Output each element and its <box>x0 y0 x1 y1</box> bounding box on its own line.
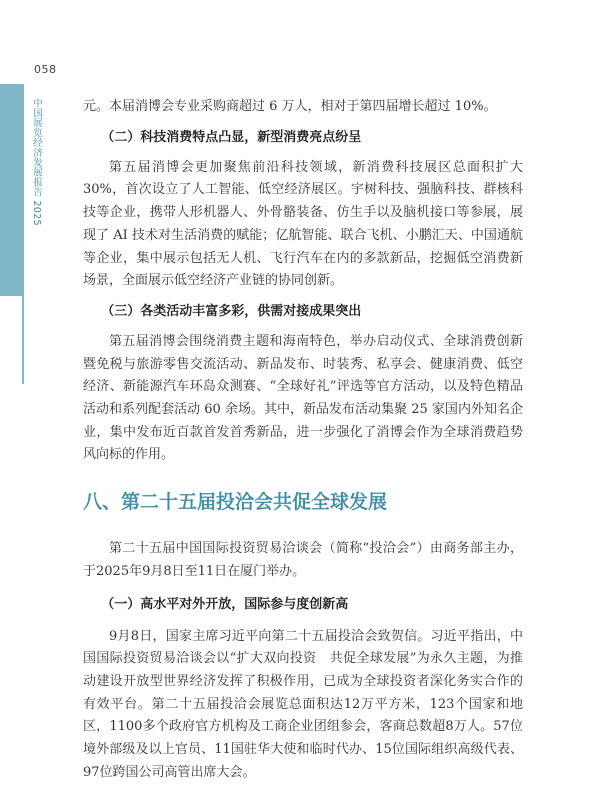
page-content <box>83 96 523 784</box>
running-title: 中国展览经济发展报告 2025 <box>31 98 42 226</box>
side-margin-line <box>22 84 24 384</box>
chapter-8-sub-1-heading: （一）高水平对外开放，国际参与度创新高 <box>101 596 349 612</box>
section-2-body: 第五届消博会更加聚焦前沿科技领域，新消费科技展区总面积扩大 30%，首次设立了人工智能、低空经济展区。宇树科技、强脑科技、群核科技等企业，携带人形机器人、外骨骼装备、仿生手以及脑机接口等参展，展现了 AI 技术对生活消费的赋能；亿航智能、联合飞机、小鹏汇天、中国通航等企业，集中展示包括无人机、飞行汽车在内的多款新品，挖掘低空消费新场景，全面展示低空经济产业链的协同创新。 <box>83 159 523 289</box>
side-tab-decoration <box>0 84 22 296</box>
chapter-8-sub-1-body: 9月8日，国家主席习近平向第二十五届投洽会致贺信。习近平指出，中国国际投资贸易洽谈会以“扩大双向投资 共促全球发展”为永久主题，为推动建设开放型世界经济发挥了积极作用，已成为全球投资者深化务实合作的有效平台。第二十五届投洽会展览总面积达12万平方米，123个国家和地区，1100多个政府官方机构及工商企业团组参会，客商总数超8万人。57位境外部级及以上官员、11国驻华大使和临时代办、15位国际组织高级代表、97位跨国公司高管出席大会。 <box>83 628 523 780</box>
section-3-body: 第五届消博会围绕消费主题和海南特色，举办启动仪式、全球消费创新暨免税与旅游零售交流活动、新品发布、时装秀、私享会、健康消费、低空经济、新能源汽车环岛众测赛、“全球好礼”评选等官方活动，以及特色精品活动和系列配套活动 60 余场。其中，新品发布活动集聚 25 家国内外知名企业，集中发布近百款首发首秀新品，进一步强化了消博会作为全球消费趋势风向标的作用。 <box>83 333 523 463</box>
section-3-heading: （三）各类活动丰富多彩，供需对接成果突出 <box>101 303 362 319</box>
chapter-8-intro: 第二十五届中国国际投资贸易洽谈会（简称“投洽会”）由商务部主办，于2025年9月8日至11日在厦门举办。 <box>83 541 523 579</box>
page-number: 058 <box>34 63 57 76</box>
chapter-8-heading: 八、第二十五届投洽会共促全球发展 <box>83 491 388 514</box>
section-2-heading: （二）科技消费特点凸显，新型消费亮点纷呈 <box>101 129 362 145</box>
intro-line: 元。本届消博会专业采购商超过 6 万人，相对于第四届增长超过 10%。 <box>83 99 497 114</box>
